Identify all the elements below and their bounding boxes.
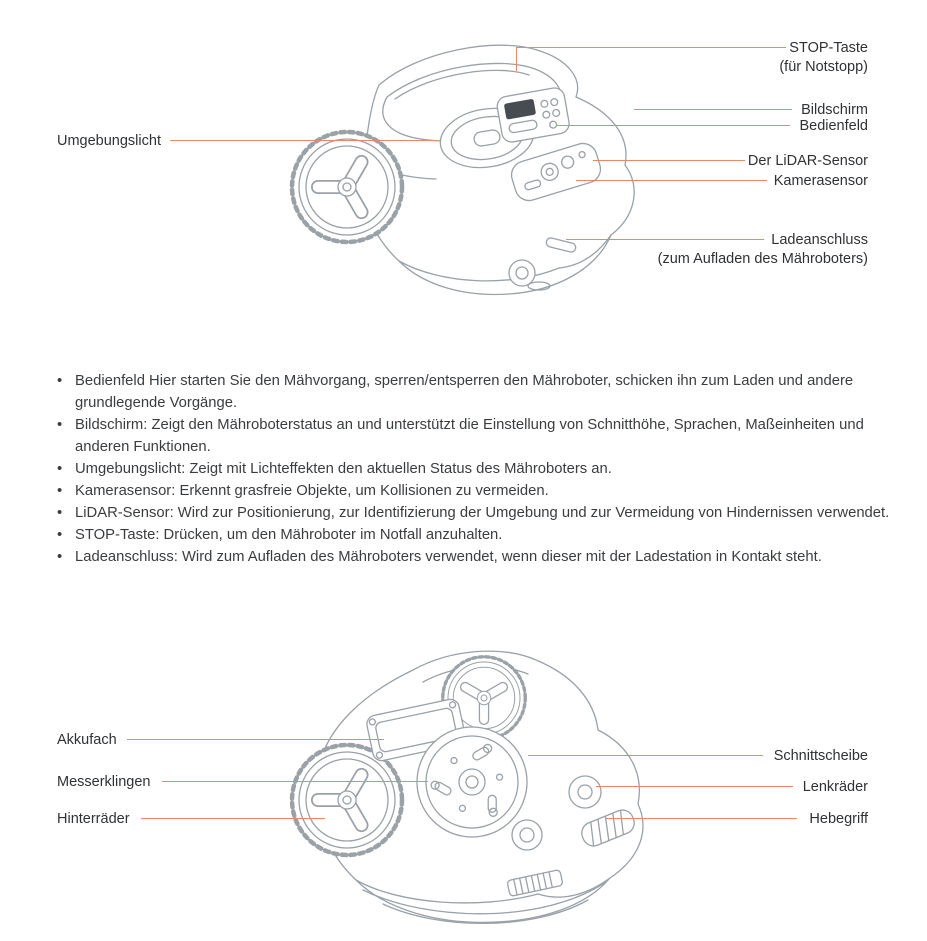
- bullet-glyph: •: [57, 417, 63, 433]
- feature-description-list: [57, 370, 891, 568]
- callout-label-stop-button: [779, 39, 868, 77]
- mower-top-illustration: [278, 22, 668, 307]
- callout-line-stop-button-vertical: [516, 47, 517, 71]
- callout-text: Kamerasensor: [773, 173, 868, 189]
- callout-line-camera-sensor: [576, 180, 767, 181]
- description-text: Ladeanschluss: Wird zum Aufladen des Mähroboters verwendet, wenn dieser mit der Ladestation in Kontakt steht.: [75, 549, 822, 565]
- callout-line-control-panel: [557, 125, 790, 126]
- callout-label-rear-wheels: [57, 810, 130, 829]
- bullet-glyph: •: [57, 505, 63, 521]
- callout-line-lidar-sensor: [593, 160, 745, 161]
- list-item: [57, 546, 891, 568]
- callout-line-blades: [162, 781, 428, 782]
- callout-text: Akkufach: [57, 732, 117, 748]
- callout-line-rear-wheels: [141, 818, 325, 819]
- callout-line-ambient-light: [170, 140, 438, 141]
- callout-text: Hinterräder: [57, 811, 130, 827]
- callout-line-cutting-disc: [528, 755, 763, 756]
- callout-line-battery-compartment: [127, 739, 384, 740]
- callout-line-charging-port: [566, 239, 764, 240]
- list-item: [57, 458, 891, 480]
- callout-label-steering-wheels: [803, 778, 868, 797]
- callout-text: Ladeanschluss: [771, 232, 868, 248]
- list-item: [57, 480, 891, 502]
- description-text: Bildschirm: Zeigt den Mähroboterstatus an und unterstützt die Einstellung von Schnitthöhe, Sprachen, Maßeinheiten und anderen Funktionen.: [75, 417, 864, 455]
- callout-text: Der LiDAR-Sensor: [747, 153, 868, 169]
- callout-subtext: (zum Aufladen des Mähroboters): [657, 251, 868, 267]
- callout-line-stop-button: [516, 47, 786, 48]
- bullet-glyph: •: [57, 461, 63, 477]
- description-text: LiDAR-Sensor: Wird zur Positionierung, zur Identifizierung der Umgebung und zur Vermeidung von Hindernissen verwendet.: [75, 505, 890, 521]
- bullet-glyph: •: [57, 483, 63, 499]
- callout-subtext: (für Notstopp): [779, 59, 868, 75]
- callout-text: Schnittscheibe: [773, 748, 868, 764]
- callout-label-camera-sensor: [774, 172, 868, 191]
- callout-text: Umgebungslicht: [57, 133, 161, 149]
- bullet-glyph: •: [57, 527, 63, 543]
- cutting-disc: [417, 727, 527, 837]
- list-item: [57, 502, 891, 524]
- callout-label-ambient-light: [57, 132, 161, 151]
- callout-text: Lenkräder: [802, 779, 868, 795]
- mower-bottom-illustration: [288, 642, 658, 937]
- rear-wheel-left: [292, 745, 402, 855]
- rear-wheel: [292, 132, 402, 242]
- callout-line-screen: [634, 109, 792, 110]
- callout-line-lift-handle: [606, 818, 797, 819]
- callout-line-steering-wheels: [596, 786, 793, 787]
- bullet-glyph: •: [57, 373, 63, 389]
- description-text: Bedienfeld Hier starten Sie den Mähvorgang, sperren/entsperren den Mähroboter, schicken ihn zum Laden und andere grundlegende Vorgänge.: [75, 373, 854, 411]
- callout-label-cutting-disc: [774, 747, 868, 766]
- list-item: [57, 524, 891, 546]
- callout-label-control-panel: [799, 117, 868, 136]
- callout-text: Hebegriff: [809, 811, 868, 827]
- callout-label-blades: [57, 773, 151, 792]
- callout-label-lidar-sensor: [748, 152, 868, 171]
- callout-label-battery-compartment: [57, 731, 117, 750]
- callout-text: Bedienfeld: [799, 118, 868, 134]
- description-text: STOP-Taste: Drücken, um den Mähroboter im Notfall anzuhalten.: [75, 527, 503, 543]
- list-item: [57, 370, 891, 414]
- description-text: Kamerasensor: Erkennt grasfreie Objekte, um Kollisionen zu vermeiden.: [75, 483, 549, 499]
- bullet-glyph: •: [57, 549, 63, 565]
- callout-text: STOP-Taste: [789, 40, 868, 56]
- description-text: Umgebungslicht: Zeigt mit Lichteffekten den aktuellen Status des Mähroboters an.: [75, 461, 612, 477]
- front-caster-left: [512, 820, 542, 850]
- callout-text: Bildschirm: [801, 102, 868, 118]
- list-item: [57, 414, 891, 458]
- callout-label-lift-handle: [809, 810, 868, 829]
- callout-label-charging-port: [658, 231, 868, 269]
- callout-text: Messerklingen: [57, 774, 151, 790]
- front-caster-right: [569, 776, 601, 808]
